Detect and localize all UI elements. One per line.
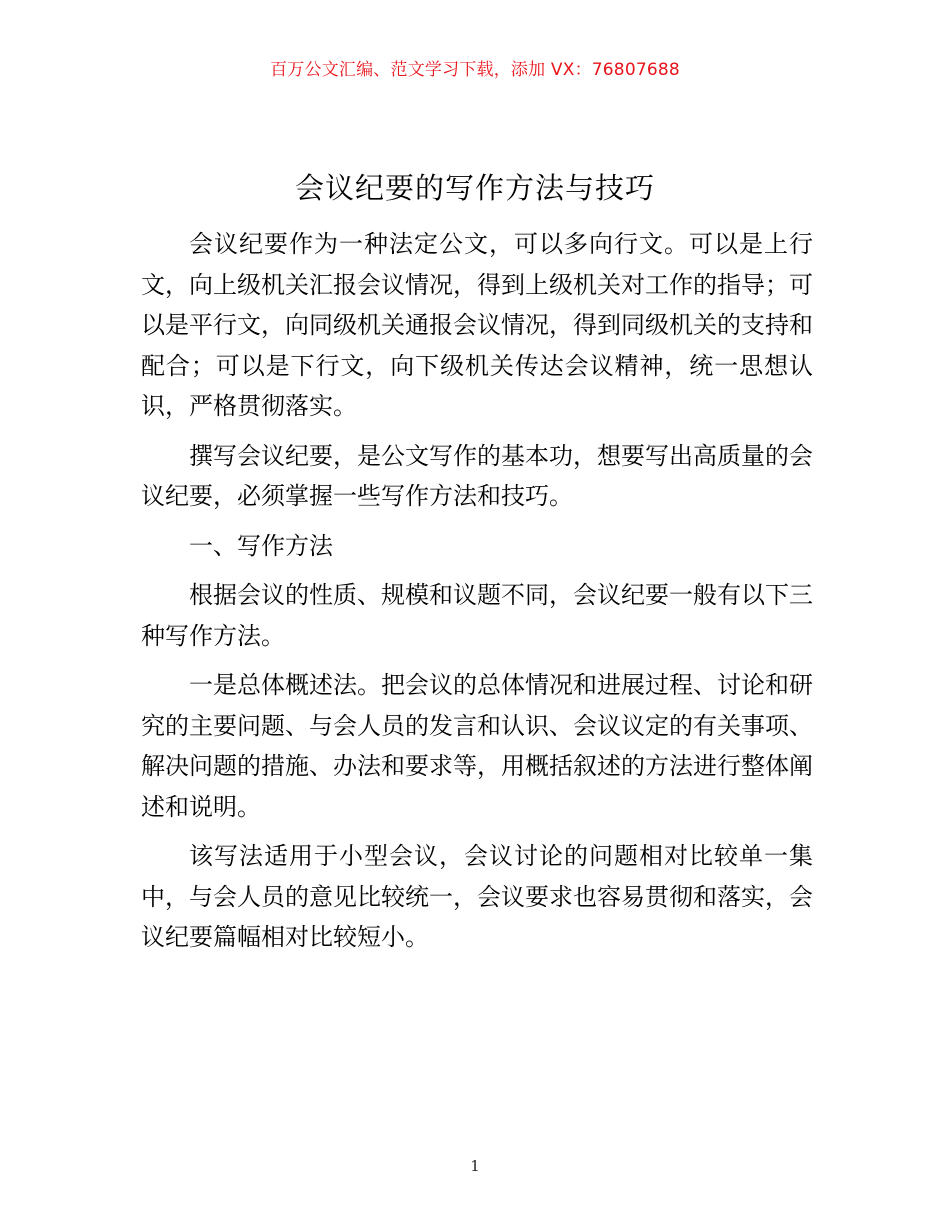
body-paragraph: 撰写会议纪要，是公文写作的基本功，想要写出高质量的会议纪要，必须掌握一些写作方法和技巧。 bbox=[141, 441, 813, 510]
document-body bbox=[141, 224, 813, 967]
page-number: 1 bbox=[470, 1157, 480, 1175]
body-paragraph: 该写法适用于小型会议，会议讨论的问题相对比较单一集中，与会人员的意见比较统一，会议要求也容易贯彻和落实，会议纪要篇幅相对比较短小。 bbox=[141, 842, 813, 951]
header-watermark: 百万公文汇编、范文学习下载，添加 VX：76807688 bbox=[270, 60, 680, 80]
body-paragraph: 会议纪要作为一种法定公文，可以多向行文。可以是上行文，向上级机关汇报会议情况，得到上级机关对工作的指导；可以是平行文，向同级机关通报会议情况，得到同级机关的支持和配合；可以是下行文，向下级机关传达会议精神，统一思想认识，严格贯彻落实。 bbox=[141, 230, 813, 420]
document-title: 会议纪要的写作方法与技巧 bbox=[294, 171, 655, 205]
body-paragraph: 一是总体概述法。把会议的总体情况和进展过程、讨论和研究的主要问题、与会人员的发言和认识、会议议定的有关事项、解决问题的措施、办法和要求等，用概括叙述的方法进行整体阐述和说明。 bbox=[141, 671, 813, 821]
body-paragraph: 根据会议的性质、规模和议题不同，会议纪要一般有以下三种写作方法。 bbox=[141, 581, 813, 650]
section-heading: 一、写作方法 bbox=[189, 531, 333, 560]
